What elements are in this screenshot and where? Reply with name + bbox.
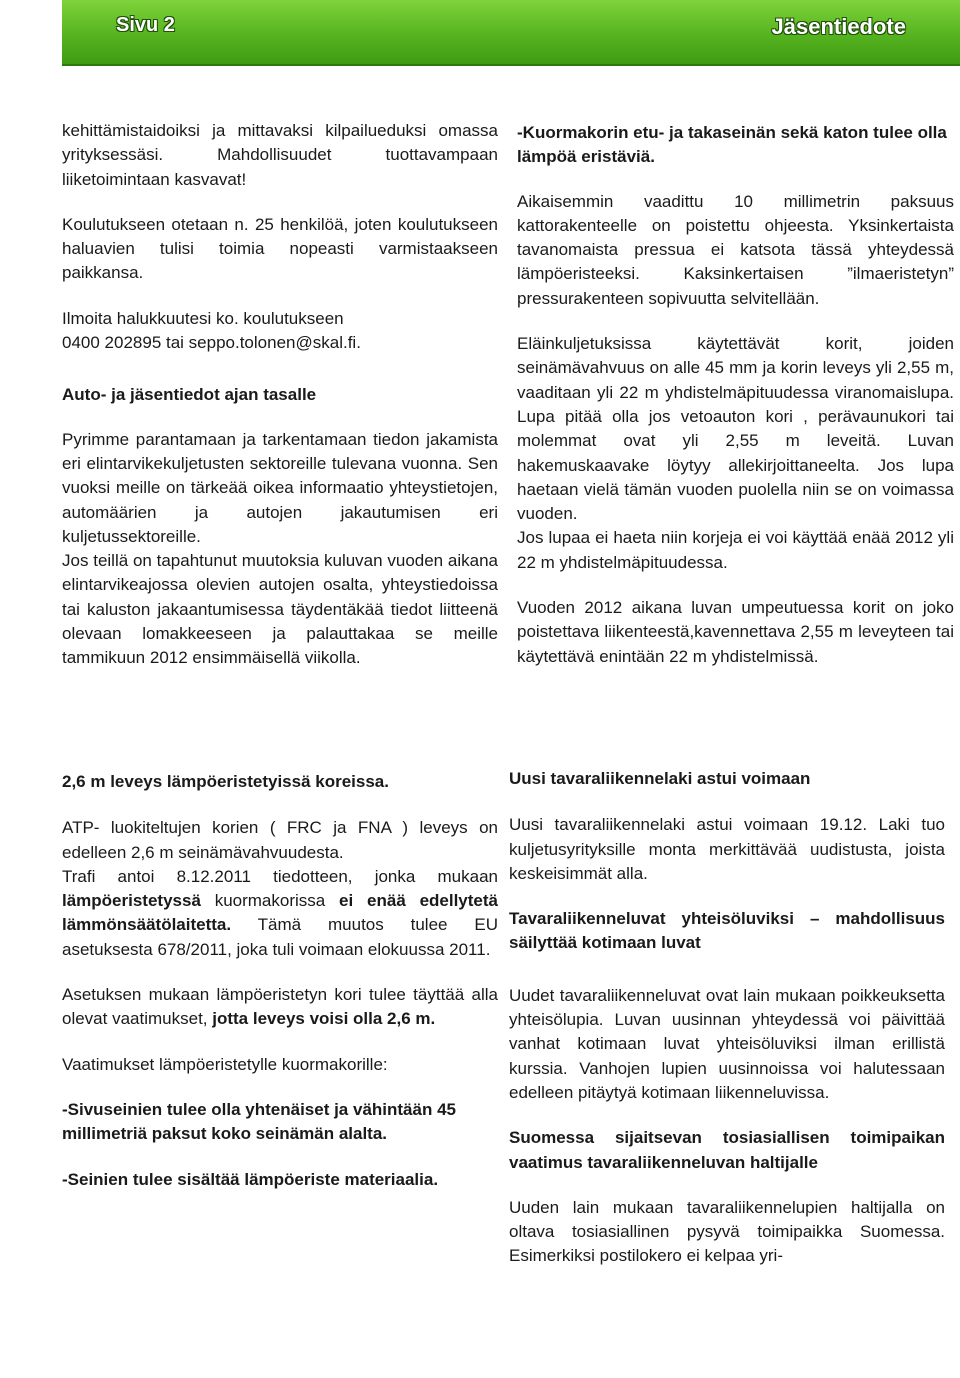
paragraph: kehittämistaidoiksi ja mittavaksi kilpailueduksi omassa yrityksessäsi. Mahdollisuudet tuottavampaan liiketoimintaan kasvavat! — [62, 121, 498, 189]
paragraph — [62, 816, 498, 962]
left-column-top — [62, 119, 498, 692]
paragraph: Uusi tavaraliikennelaki astui voimaan 19.12. Laki tuo kuljetusyrityksille monta merkittävää uudistusta, joista keskeisimmät alla. — [509, 815, 945, 883]
text-run: ATP- luokiteltujen korien ( FRC ja FNA ) leveys on edelleen 2,6 m seinämävahvuudesta. — [62, 818, 498, 862]
right-column-top — [517, 121, 954, 690]
left-column-bottom — [62, 770, 498, 1213]
text-run: Tämä muutos tulee EU asetuksesta 678/2011, joka tuli voimaan elokuussa 2011. — [62, 915, 498, 959]
text-run: kuormakorissa — [200, 891, 340, 911]
paragraph: Koulutukseen otetaan n. 25 henkilöä, joten koulutukseen haluavien tulisi toimia nopeasti varmistaakseen paikkansa. — [62, 214, 498, 283]
section-heading: -Kuormakorin etu- ja takaseinän sekä katon tulee olla lämpöä eristäviä. — [517, 123, 947, 167]
text-run: Asetuksen mukaan lämpöeristetyn kori tulee täyttää alla olevat vaatimukset, — [62, 985, 498, 1029]
page-header — [62, 0, 960, 66]
emphasis: lämpöeristetyssä — [62, 891, 201, 911]
section-heading: Uusi tavaraliikennelaki astui voimaan — [509, 769, 811, 788]
requirement-item: -Seinien tulee sisältää lämpöeriste materiaalia. — [62, 1169, 439, 1189]
contact-paragraph — [62, 307, 498, 356]
section-heading: Auto- ja jäsentiedot ajan tasalle — [62, 385, 317, 405]
page-number: Sivu 2 — [116, 14, 175, 36]
section-heading: Suomessa sijaitsevan tosiasiallisen toimipaikan vaatimus tavaraliikenneluvan haltijalle — [509, 1128, 945, 1172]
contact-line: Ilmoita halukkuutesi ko. koulutukseen — [62, 308, 344, 328]
contact-info: 0400 202895 tai seppo.tolonen@skal.fi. — [62, 333, 361, 353]
newsletter-title: Jäsentiedote — [771, 14, 906, 39]
text-run: Trafi antoi 8.12.2011 tiedotteen, jonka mukaan — [62, 866, 498, 886]
requirement-item: -Sivuseinien tulee olla yhtenäiset ja vähintään 45 millimetriä paksut koko seinämän alalta. — [62, 1099, 456, 1144]
section-heading: Tavaraliikenneluvat yhteisöluviksi – mahdollisuus säilyttää kotimaan luvat — [509, 909, 945, 953]
paragraph: Vuoden 2012 aikana luvan umpeutuessa korit on joko poistettava liikenteestä,kavennettava 2,55 m leveyteen tai käytettävä enintään 22 m yhdistelmissä. — [517, 598, 954, 666]
paragraph: Jos lupaa ei haeta niin korjeja ei voi käyttää enää 2012 yli 22 m yhdistelmäpituudessa. — [517, 528, 954, 572]
paragraph: Uuden lain mukaan tavaraliikennelupien haltijalla on oltava tosiasiallinen pysyvä toimipaikka Suomessa. Esimerkiksi postilokero ei kelpaa yri- — [509, 1197, 945, 1266]
paragraph: Uudet tavaraliikenneluvat ovat lain mukaan poikkeuksetta yhteisölupia. Luvan uusinnan yhteydessä voi päivittää vanhat kotimaan luvat yhteisöluviksi ilman erillistä kurssia. Vanhojen lupien uusinnoissa voi halutessaan edelleen pitäytyä kotimaan liikenneluvissa. — [509, 985, 945, 1102]
paragraph — [62, 983, 498, 1032]
paragraph: Aikaisemmin vaadittu 10 millimetrin paksuus kattorakenteelle on poistettu ohjeesta. Yksinkertaista tavanomaista pressua ei katsota tässä yhteydessä lämpöeristeeksi. Kaksinkertaisen ”ilmaeristetyn” pressurakenteen sopivuutta selvitellään. — [517, 191, 954, 308]
section-heading: 2,6 m leveys lämpöeristetyissä koreissa. — [62, 772, 389, 791]
paragraph: Eläinkuljetuksissa käytettävät korit, joiden seinämävahvuus on alle 45 mm ja korin leveys yli 2,55 m, vaaditaan yli 22 m yhdistelmäpituudessa viranomaislupa. Lupa pitää olla jos vetoauton kori , perävaunukori tai molemmat ovat yli 2,55 m leveitä. Luvan hakemuskaavake löytyy allekirjoittaneelta. Jos lupa haetaan vielä tämän vuoden puolella niin se on voimassa vuoden. — [517, 334, 954, 524]
paragraph: Pyrimme parantamaan ja tarkentamaan tiedon jakamista eri elintarvikekuljetusten sektoreille tulevana vuonna. Sen vuoksi meille on tärkeää oikea informaatio yhteystietojen, automäärien ja autojen jakautumisen eri kuljetussektoreille. — [62, 429, 498, 546]
emphasis: ei enää edellytetä lämmönsäätölaitetta. — [62, 891, 498, 935]
paragraph: Jos teillä on tapahtunut muutoksia kuluvan vuoden aikana elintarvikeajossa olevien autojen osalta, yhteystiedoissa tai kaluston jakaantumisessa täydentäkää tiedot liitteenä olevaan lomakkeeseen ja palauttakaa se meille tammikuun 2012 ensimmäisellä viikolla. — [62, 551, 498, 668]
right-column-bottom — [509, 767, 945, 1290]
emphasis: jotta leveys voisi olla 2,6 m. — [212, 1009, 436, 1029]
paragraph: Vaatimukset lämpöeristetylle kuormakorille: — [62, 1054, 388, 1074]
